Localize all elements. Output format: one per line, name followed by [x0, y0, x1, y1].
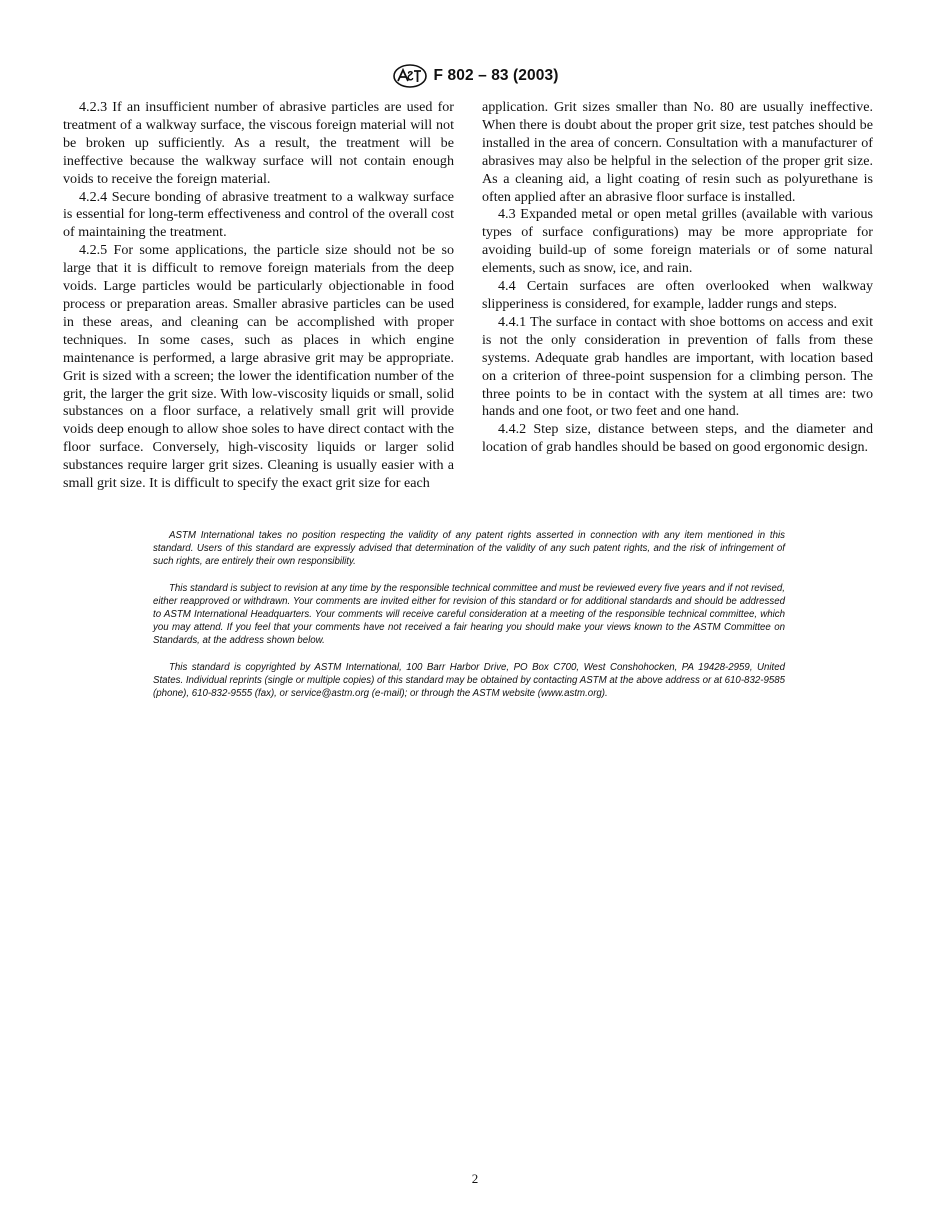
section-4-2-5-continued: application. Grit sizes smaller than No. 80 are usually ineffective. When there is doubt about the proper grit size, test patches should be installed in the area of concern. Consultation with a manufacturer of abrasives may also be helpful in the selection of the proper grit size. As a cleaning aid, a light coating of resin such as polyurethane is often applied after an abrasive floor surface is installed.: [482, 99, 873, 205]
section-4-2-3: 4.2.3 If an insufficient number of abrasive particles are used for treatment of a walkway surface, the viscous foreign material will not be broken up sufficiently. As a result, the treatment will be ineffective because the walkway surface will not contain enough voids to receive the foreign material.: [63, 99, 454, 187]
section-4-4: 4.4 Certain surfaces are often overlooked when walkway slipperiness is considered, for example, ladder rungs and steps.: [482, 278, 873, 312]
page-header: [0, 64, 950, 88]
section-4-4-2: 4.4.2 Step size, distance between steps, and the diameter and location of grab handles should be based on good ergonomic design.: [482, 421, 873, 456]
section-4-2-5: 4.2.5 For some applications, the particle size should not be so large that it is difficult to remove foreign materials from the deep voids. Large particles would be particularly objectionable in food process or preparation areas. Smaller abrasive particles can be used in these areas, and cleaning can be accomplished with proper techniques. In some cases, such as places in which engine maintenance is performed, a large abrasive grit may be appropriate. Grit is sized with a screen; the lower the identification number of the grit, the larger the grit size. With low-viscosity liquids or small, solid substances on a floor surface, a relatively small grit will provide voids deep enough to allow shoe soles to have direct contact with the floor surface. Conversely, high-viscosity liquids or larger solid substances require larger grit sizes. Cleaning is usually easier with a small grit size. It is difficult to specify the exact grit size for each: [63, 242, 454, 492]
page-number: 2: [471, 1171, 479, 1186]
left-column: [63, 99, 454, 493]
section-4-3: 4.3 Expanded metal or open metal grilles (available with various types of surface configurations) may be more appropriate for avoiding build-up of some foreign materials or of some natural elements, such as snow, ice, and rain.: [482, 206, 873, 277]
section-4-4-1: 4.4.1 The surface in contact with shoe bottoms on access and exit is not the only consideration in prevention of falls from these systems. Adequate grab handles are important, with location based on a criterion of three-point suspension for a climbing person. The three points to be in contact with the system at all times are: two hands and one foot, or two feet and one hand.: [482, 313, 873, 420]
right-column: [482, 99, 873, 457]
revision-notice: This standard is subject to revision at any time by the responsible technical committee and must be reviewed every five years and if not revised, either reapproved or withdrawn. Your comments are invited either for revision of this standard or for additional standards and should be addressed to ASTM International Headquarters. Your comments will receive careful consideration at a meeting of the responsible technical committee, which you may attend. If you feel that your comments have not received a fair hearing you should make your views known to the ASTM Committee on Standards, at the address shown below.: [153, 583, 785, 646]
standard-designation: F 802 – 83 (2003): [433, 67, 559, 84]
patent-notice: ASTM International takes no position respecting the validity of any patent rights asserted in connection with any item mentioned in this standard. Users of this standard are expressly advised that determination of the validity of any such patent rights, and the risk of infringement of such rights, are entirely their own responsibility.: [153, 530, 785, 567]
legal-notices: [153, 529, 785, 714]
copyright-notice: This standard is copyrighted by ASTM International, 100 Barr Harbor Drive, PO Box C700, West Conshohocken, PA 19428-2959, United States. Individual reprints (single or multiple copies) of this standard may be obtained by contacting ASTM at the above address or at 610-832-9585 (phone), 610-832-9555 (fax), or service@astm.org (e-mail); or through the ASTM website (www.astm.org).: [153, 662, 785, 699]
section-4-2-4: 4.2.4 Secure bonding of abrasive treatment to a walkway surface is essential for long-term effectiveness and control of the overall cost of maintaining the treatment.: [63, 188, 454, 241]
astm-logo-icon: [392, 64, 428, 88]
